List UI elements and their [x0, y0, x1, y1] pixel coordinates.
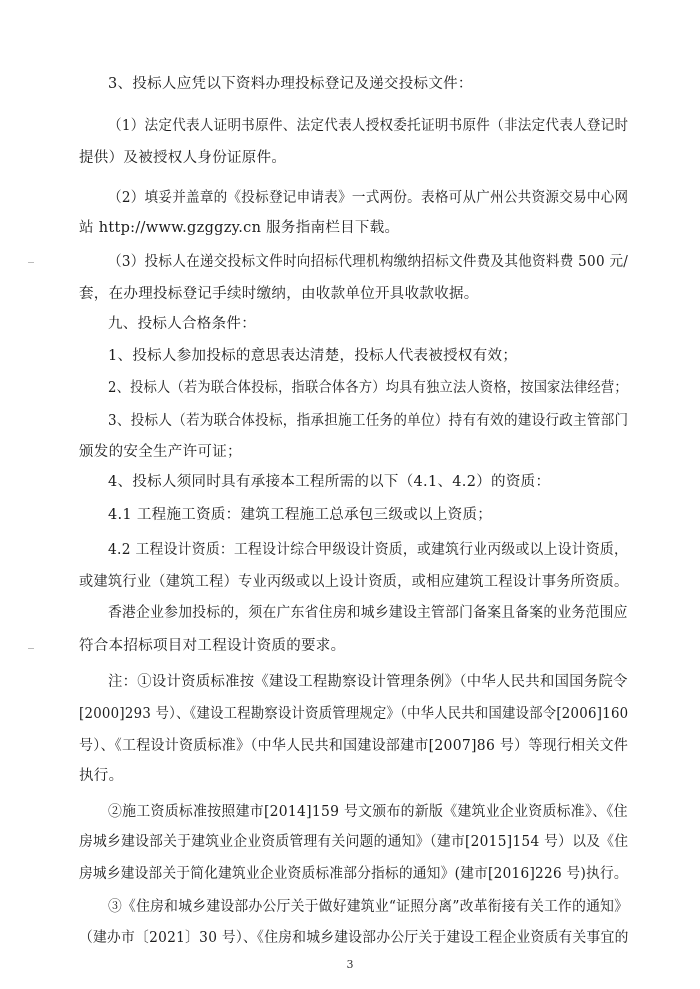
text-line: （3）投标人在递交投标文件时向招标代理机构缴纳招标文件费及其他资料费 500 元/ — [108, 254, 629, 270]
text-line: 香港企业参加投标的，须在广东省住房和城乡建设主管部门备案且备案的业务范围应 — [108, 605, 628, 621]
text-line: 站 http://www.gzggzy.cn 服务指南栏目下载。 — [79, 220, 400, 236]
text-line: （1）法定代表人证明书原件、法定代表人授权委托证明书原件（非法定代表人登记时 — [108, 118, 629, 134]
text-line: 2、投标人（若为联合体投标，指联合体各方）均具有独立法人资格，按国家法律经营； — [108, 380, 628, 396]
note-line: 执行。 — [79, 768, 124, 784]
text-line: 3、投标人应凭以下资料办理投标登记及递交投标文件： — [108, 76, 473, 92]
note-line: [2000]293 号）、《建设工程勘察设计资质管理规定》（中华人民共和国建设部令[2006]160 — [79, 706, 629, 722]
text-line: 套，在办理投标登记手续时缴纳，由收款单位开具收款收据。 — [79, 286, 479, 302]
note-line: 房城乡建设部关于简化建筑业企业资质标准部分指标的通知》(建市[2016]226 号)执行。 — [79, 866, 628, 882]
note-line: 注：①设计资质标准按《建设工程勘察设计管理条例》（中华人民共和国国务院令 — [108, 674, 628, 690]
text-line: 或建筑行业（建筑工程）专业丙级或以上设计资质，或相应建筑工程设计事务所资质。 — [79, 574, 629, 590]
text-line: 4.1 工程施工资质：建筑工程施工总承包三级或以上资质； — [108, 507, 493, 523]
scan-mark — [28, 262, 34, 263]
note-line: ③《住房和城乡建设部办公厅关于做好建筑业“证照分离”改革衔接有关工作的通知》 — [108, 899, 629, 915]
note-line: （建办市〔2021〕30 号）、《住房和城乡建设部办公厅关于建设工程企业资质有关事宜的 — [79, 930, 629, 946]
scan-mark — [28, 648, 34, 649]
text-line: 提供）及被授权人身份证原件。 — [79, 150, 287, 166]
text-line: 4、投标人须同时具有承接本工程所需的以下（4.1、4.2）的资质： — [108, 474, 551, 490]
section-heading: 九、投标人合格条件： — [108, 316, 256, 332]
text-line: 1、投标人参加投标的意思表达清楚，投标人代表被授权有效； — [108, 348, 518, 364]
note-line: 号）、《工程设计资质标准》（中华人民共和国建设部建市[2007]86 号）等现行相关文件 — [79, 738, 629, 754]
text-line: （2）填妥并盖章的《投标登记申请表》一式两份。表格可从广州公共资源交易中心网 — [108, 190, 629, 206]
note-line: 房城乡建设部关于建筑业企业资质管理有关问题的通知》（建市[2015]154 号）以及《住 — [79, 834, 629, 850]
text-line: 颁发的安全生产许可证； — [79, 444, 242, 460]
page-number: 3 — [346, 958, 354, 971]
note-line: ②施工资质标准按照建市[2014]159 号文颁布的新版《建筑业企业资质标准》、《住 — [108, 804, 628, 820]
text-line: 4.2 工程设计资质：工程设计综合甲级设计资质，或建筑行业丙级或以上设计资质， — [108, 542, 629, 558]
text-line: 符合本招标项目对工程设计资质的要求。 — [79, 638, 346, 654]
text-line: 3、投标人（若为联合体投标，指承担施工任务的单位）持有有效的建设行政主管部门 — [108, 413, 629, 429]
